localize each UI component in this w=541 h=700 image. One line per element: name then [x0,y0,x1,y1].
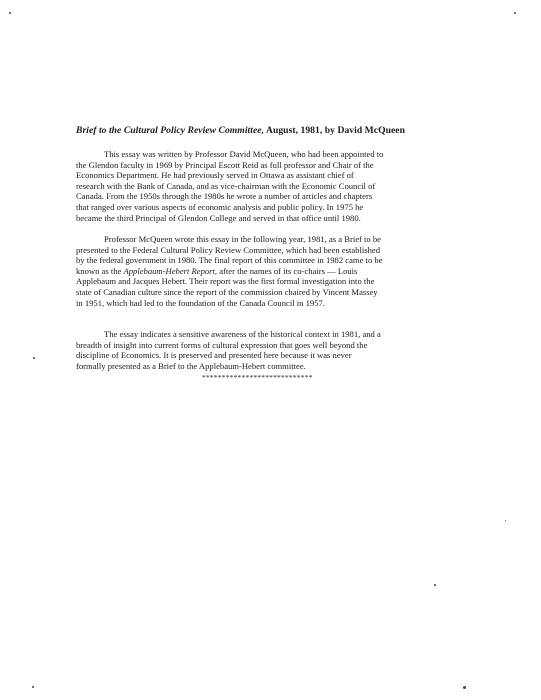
document-heading [76,125,496,136]
brief-title: Brief to the Cultural Policy Review Committee, [76,125,265,136]
scan-speck [463,686,466,689]
paragraph-line: by the federal government in 1980. The final report of this committee in 1982 came to be [76,255,383,266]
paragraph-line: Applebaum and Jacques Hebert. Their report was the first formal investigation into the [76,276,375,287]
paragraph-line: became the third Principal of Glendon College and served in that office until 1980. [76,212,361,223]
paragraph-line: This essay was written by Professor David McQueen, who had been appointed to [104,149,384,159]
paragraph-line: The essay indicates a sensitive awareness of the historical context in 1981, and a [104,329,381,339]
paragraph-line: Canada. From the 1950s through the 1980s he wrote a number of articles and chapters [76,191,373,202]
paragraph-line: in 1951, which had led to the foundation of the Canada Council in 1957. [76,297,325,308]
paragraph-line: Economics Department. He had previously served in Ottawa as assistant chief of [76,170,354,181]
line-end: after the names of its co-chairs — Louis [219,265,358,276]
paragraph-significance [76,329,476,371]
scan-speck [32,686,34,688]
paragraph-line: discipline of Economics. It is preserved and presented here because it was never [76,350,352,361]
brief-date: August, 1981, [265,125,323,136]
paragraph-line: Professor McQueen wrote this essay in the following year, 1981, as a Brief to be [104,234,381,244]
scan-speck [505,520,506,521]
paragraph-line: research with the Bank of Canada, and as vice-chairman with the Economic Council of [76,180,376,191]
paragraph-line: that ranged over various aspects of economic analysis and public policy. In 1975 he [76,201,364,212]
paragraph-line: the Glendon faculty in 1969 by Principal Escott Reid as full professor and Chair of the [76,159,374,170]
paragraph-introduction [76,149,476,223]
paragraph-line: presented to the Federal Cultural Policy Review Committee, which had been established [76,244,381,255]
scan-speck [9,12,11,14]
paragraph-line: formally presented as a Brief to the Applebaum-Hebert committee. [76,360,306,371]
report-name: Applebaum-Hebert Report, [123,265,218,276]
paragraph-history [76,234,476,308]
paragraph-line-with-italic [76,266,476,277]
scan-speck [33,357,35,359]
paragraph-line: state of Canadian culture since the report of the commission chaired by Vincent Massey [76,286,378,297]
scan-speck [434,584,436,586]
paragraph-line: breadth of insight into current forms of cultural expression that goes well beyond the [76,339,368,350]
brief-author: by David McQueen [324,125,405,136]
separator-stars: **************************** [202,373,313,382]
scan-speck [514,12,516,14]
line-start: known as the [76,265,124,276]
